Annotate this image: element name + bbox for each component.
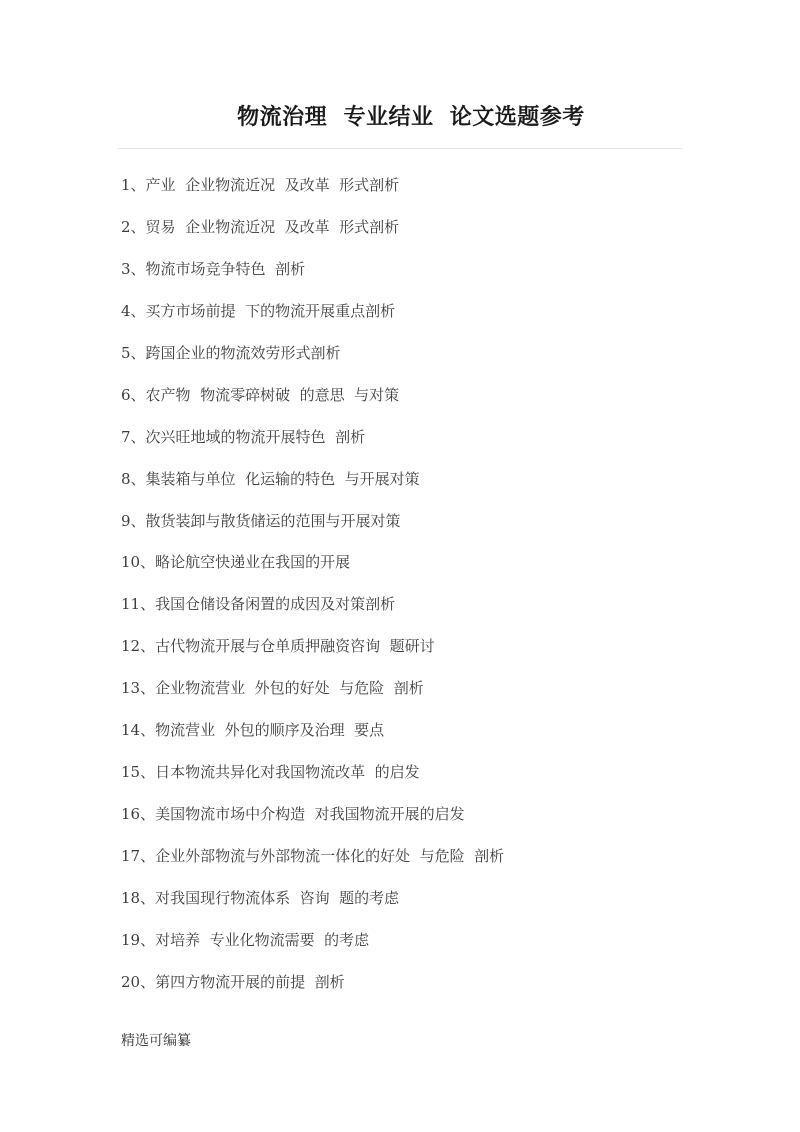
- footer-note: 精选可编纂: [121, 1033, 191, 1049]
- list-item: 12、古代物流开展与仓单质押融资咨询 题研讨: [121, 637, 435, 656]
- list-item: 13、企业物流营业 外包的好处 与危险 剖析: [121, 679, 424, 698]
- list-item: 8、集装箱与单位 化运输的特色 与开展对策: [121, 469, 420, 488]
- list-item: 15、日本物流共异化对我国物流改革 的启发: [121, 763, 420, 782]
- list-item: 3、物流市场竞争特色 剖析: [121, 259, 306, 278]
- list-item: 9、散货装卸与散货储运的范围与开展对策: [121, 511, 401, 530]
- page-title: 物流治理 专业结业 论文选题参考: [237, 105, 585, 130]
- list-item: 16、美国物流市场中介构造 对我国物流开展的启发: [121, 805, 465, 824]
- list-item: 2、贸易 企业物流近况 及改革 形式剖析: [121, 217, 400, 236]
- list-item: 19、对培养 专业化物流需要 的考虑: [121, 930, 370, 949]
- list-item: 14、物流营业 外包的顺序及治理 要点: [121, 721, 385, 740]
- list-item: 1、产业 企业物流近况 及改革 形式剖析: [121, 176, 400, 194]
- list-item: 10、略论航空快递业在我国的开展: [121, 553, 351, 572]
- list-item: 20、第四方物流开展的前提 剖析: [121, 972, 345, 991]
- list-item: 5、跨国企业的物流效劳形式剖析: [121, 343, 341, 362]
- list-item: 7、次兴旺地域的物流开展特色 剖析: [121, 427, 366, 446]
- list-item: 4、买方市场前提 下的物流开展重点剖析: [121, 301, 396, 320]
- list-item: 18、对我国现行物流体系 咨询 题的考虑: [121, 888, 400, 907]
- list-item: 17、企业外部物流与外部物流一体化的好处 与危险 剖析: [121, 847, 505, 865]
- title-divider: [118, 148, 682, 149]
- topic-list: [121, 174, 504, 1013]
- list-item: 6、农产物 物流零碎树破 的意思 与对策: [121, 385, 400, 404]
- list-item: 11、我国仓储设备闲置的成因及对策剖析: [121, 595, 396, 614]
